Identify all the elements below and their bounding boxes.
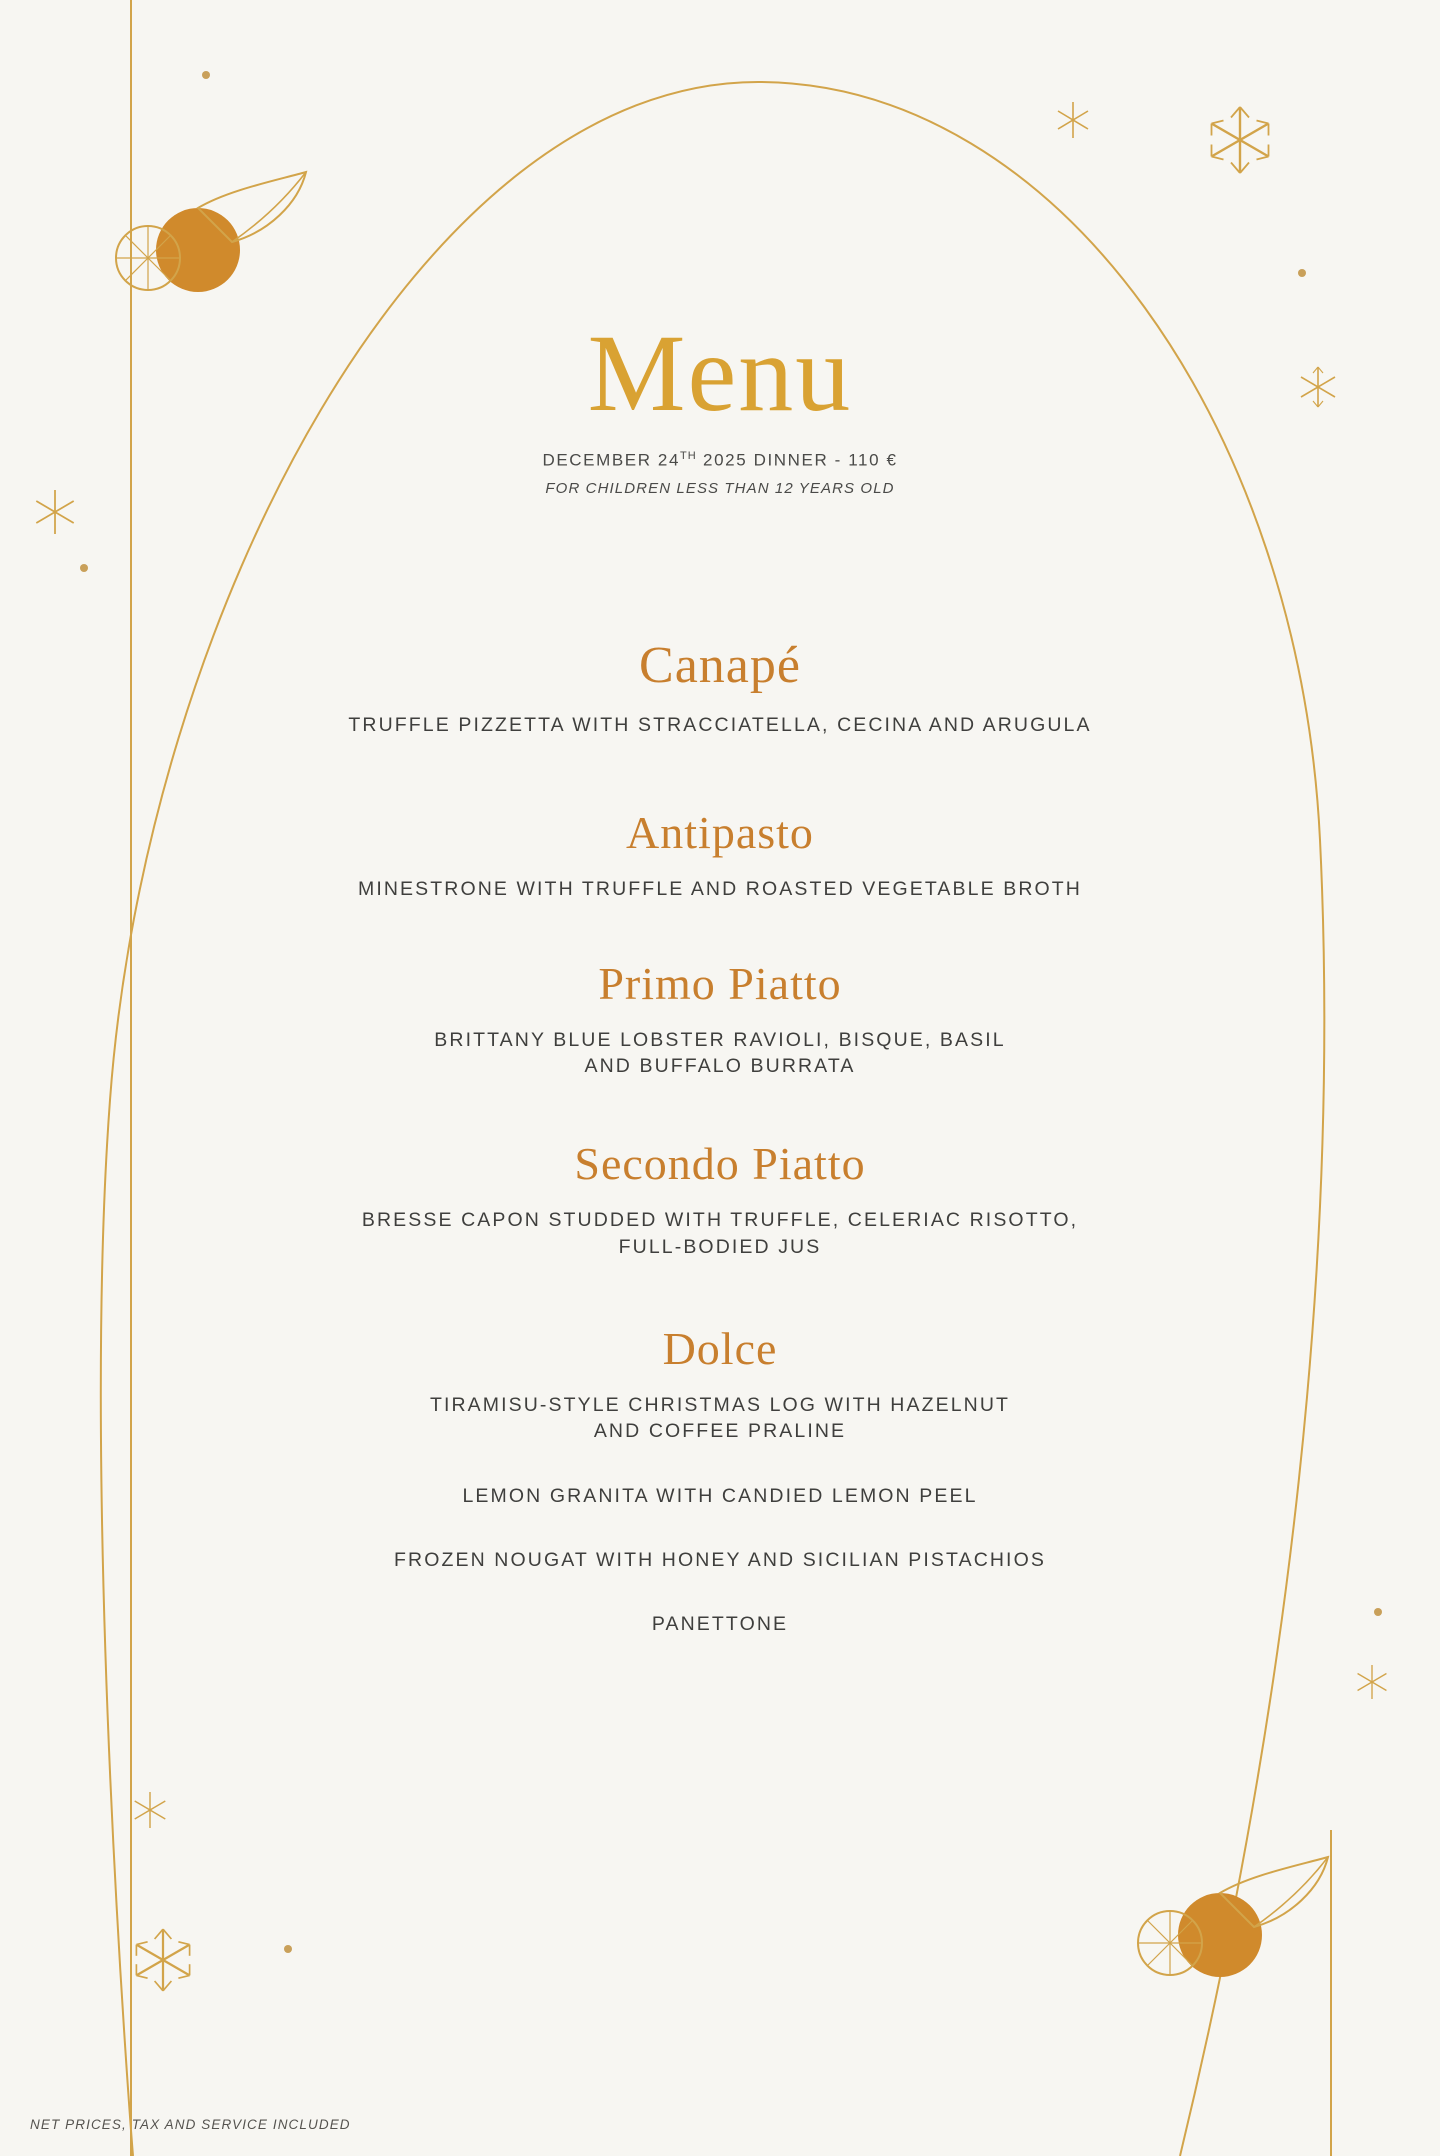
course-title: Secondo Piatto (574, 1138, 866, 1190)
dish-list (190, 876, 1250, 902)
dish-item: PANETTONE (651, 1613, 789, 1636)
course-section (190, 957, 1250, 1080)
course-section (190, 1138, 1250, 1260)
menu-subtitle (0, 450, 1440, 471)
subtitle-date-prefix: DECEMBER 24 (542, 450, 681, 470)
dish-item: BRESSE CAPON STUDDED WITH TRUFFLE, CELERIAC RISOTTO, FULL-BODIED JUS (361, 1209, 1079, 1258)
course-title: Primo Piatto (598, 957, 842, 1009)
dish-item: FROZEN NOUGAT WITH HONEY AND SICILIAN PISTACHIOS (394, 1548, 1046, 1571)
dish-item: TIRAMISU-STYLE CHRISTMAS LOG WITH HAZELNUT AND COFFEE PRALINE (429, 1393, 1011, 1443)
footer-note: NET PRICES, TAX AND SERVICE INCLUDED (30, 2117, 351, 2132)
course-section (190, 637, 1250, 738)
dish-item: BRITTANY BLUE LOBSTER RAVIOLI, BISQUE, BASIL AND BUFFALO BURRATA (434, 1028, 1006, 1077)
course-title: Canapé (639, 637, 801, 694)
course-title: Antipasto (626, 807, 814, 859)
dish-list (190, 1027, 1250, 1080)
menu-header (0, 312, 1440, 497)
course-title: Dolce (662, 1322, 778, 1374)
dish-list (190, 1392, 1250, 1638)
dish-list (190, 1207, 1250, 1260)
dish-list (190, 712, 1250, 738)
course-section (190, 1322, 1250, 1638)
menu-subtitle-note: FOR CHILDREN LESS THAN 12 YEARS OLD (545, 479, 895, 497)
dish-item: LEMON GRANITA WITH CANDIED LEMON PEEL (462, 1484, 978, 1507)
dish-item: TRUFFLE PIZZETTA WITH STRACCIATELLA, CECINA AND ARUGULA (348, 714, 1092, 736)
page-title: Menu (587, 312, 853, 434)
dish-item: MINESTRONE WITH TRUFFLE AND ROASTED VEGETABLE BROTH (358, 878, 1082, 901)
subtitle-date-suffix: 2025 DINNER - 110 € (696, 450, 898, 470)
course-section (190, 807, 1250, 902)
course-list (190, 637, 1250, 1637)
subtitle-ordinal: TH (680, 450, 697, 462)
